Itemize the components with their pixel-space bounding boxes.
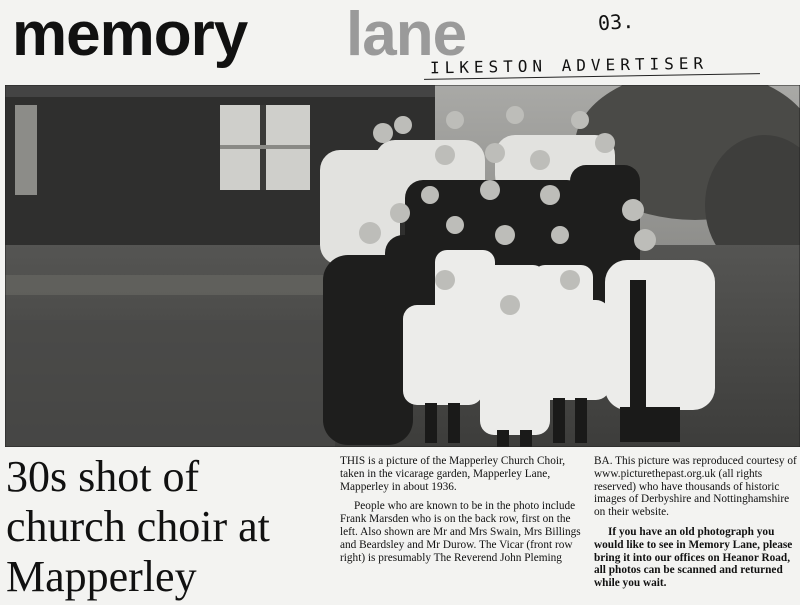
flower-border [5,275,345,295]
call-to-action: If you have an old photograph you would like to see in Memory Lane, please bring it into our offices on Heanor Road, all photos can be scanned and returned while you wait. [594,525,793,590]
choir-photo [5,85,800,447]
article-paragraph: BA. This picture was reproduced courtesy of www.picturethepast.org.uk (all rights reserved) who have thousands of historic images of Derbyshire and Nottinghamshire on their website. [594,455,797,519]
vicar-stole [630,280,646,410]
article-paragraph: THIS is a picture of the Mapperley Church Choir, taken in the vicarage garden, Mapperley Lane, Mapperley in about 1936. [340,455,566,493]
masthead-word-lane: lane [346,0,467,69]
article-paragraph: People who are known to be in the photo include Frank Marsden who is on the back row, first on the left. Also shown are Mr and Mrs Swain, Mrs Billings and Beardsley and Mr Durow. The Vicar (front row right) is presumably The Reverend John Pleming [340,500,581,564]
article-column-1 [340,455,590,571]
masthead [0,0,800,85]
handwritten-source: ILKESTON ADVERTISER [429,53,709,78]
masthead-word-memory: memory [12,0,248,69]
article-column-2 [594,455,798,597]
article-headline: 30s shot of church choir at Mapperley [6,452,270,601]
handwritten-number: 03. [597,8,635,36]
